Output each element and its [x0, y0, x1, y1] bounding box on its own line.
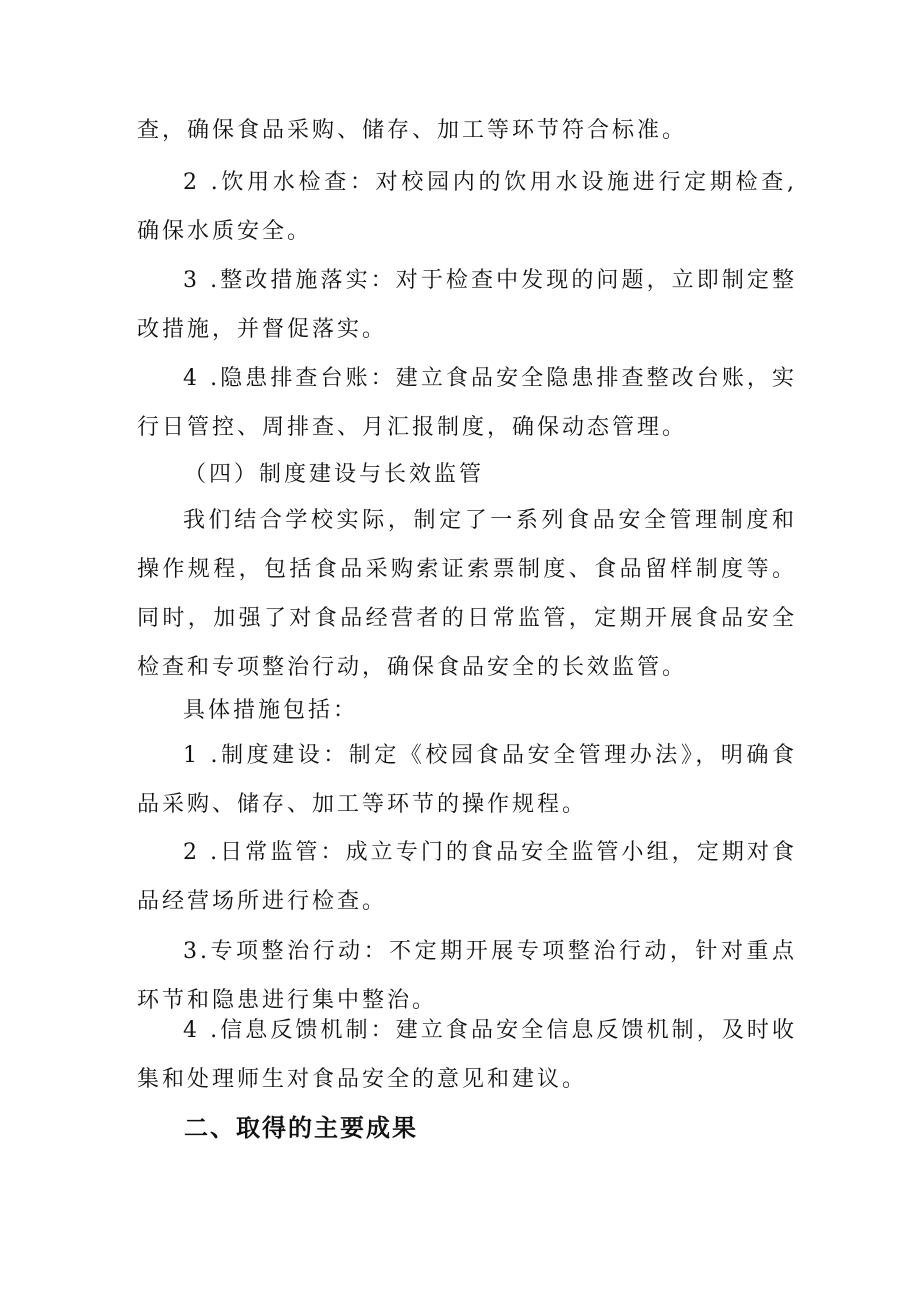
paragraph-hazard-ledger: 4 .隐患排查台账：建立食品安全隐患排查整改台账，实行日管控、周排查、月汇报制度，确保动态管理。 — [137, 366, 797, 440]
paragraph-rectification-measures: 3 .整改措施落实：对于检查中发现的问题，立即制定整改措施，并督促落实。 — [137, 268, 797, 342]
subheading-system-building: （四）制度建设与长效监管 — [184, 462, 485, 487]
section-heading-main-results: 二、取得的主要成果 — [184, 1114, 418, 1142]
paragraph-system-building-item: 1 .制度建设：制定《校园食品安全管理办法》，明确食品采购、储存、加工等环节的操作规程。 — [137, 743, 797, 817]
paragraph-daily-supervision: 2 .日常监管：成立专门的食品安全监管小组，定期对食品经营场所进行检查。 — [137, 840, 797, 914]
paragraph-system-overview: 我们结合学校实际，制定了一系列食品安全管理制度和操作规程，包括食品采购索证索票制度、食品留样制度等。同时，加强了对食品经营者的日常监管，定期开展食品安全检查和专项整治行动，确保食品安全的长效监管。 — [137, 508, 797, 680]
paragraph-feedback-mechanism: 4 .信息反馈机制：建立食品安全信息反馈机制，及时收集和处理师生对食品安全的意见和建议。 — [137, 1018, 797, 1092]
paragraph-special-rectification: 3.专项整治行动：不定期开展专项整治行动，针对重点环节和隐患进行集中整治。 — [137, 939, 797, 1013]
paragraph-drinking-water-check: 2 .饮用水检查：对校园内的饮用水设施进行定期检查,确保水质安全。 — [137, 170, 797, 244]
paragraph-specific-measures: 具体措施包括： — [183, 698, 359, 723]
paragraph-continuation: 查，确保食品采购、储存、加工等环节符合标准。 — [137, 118, 688, 143]
